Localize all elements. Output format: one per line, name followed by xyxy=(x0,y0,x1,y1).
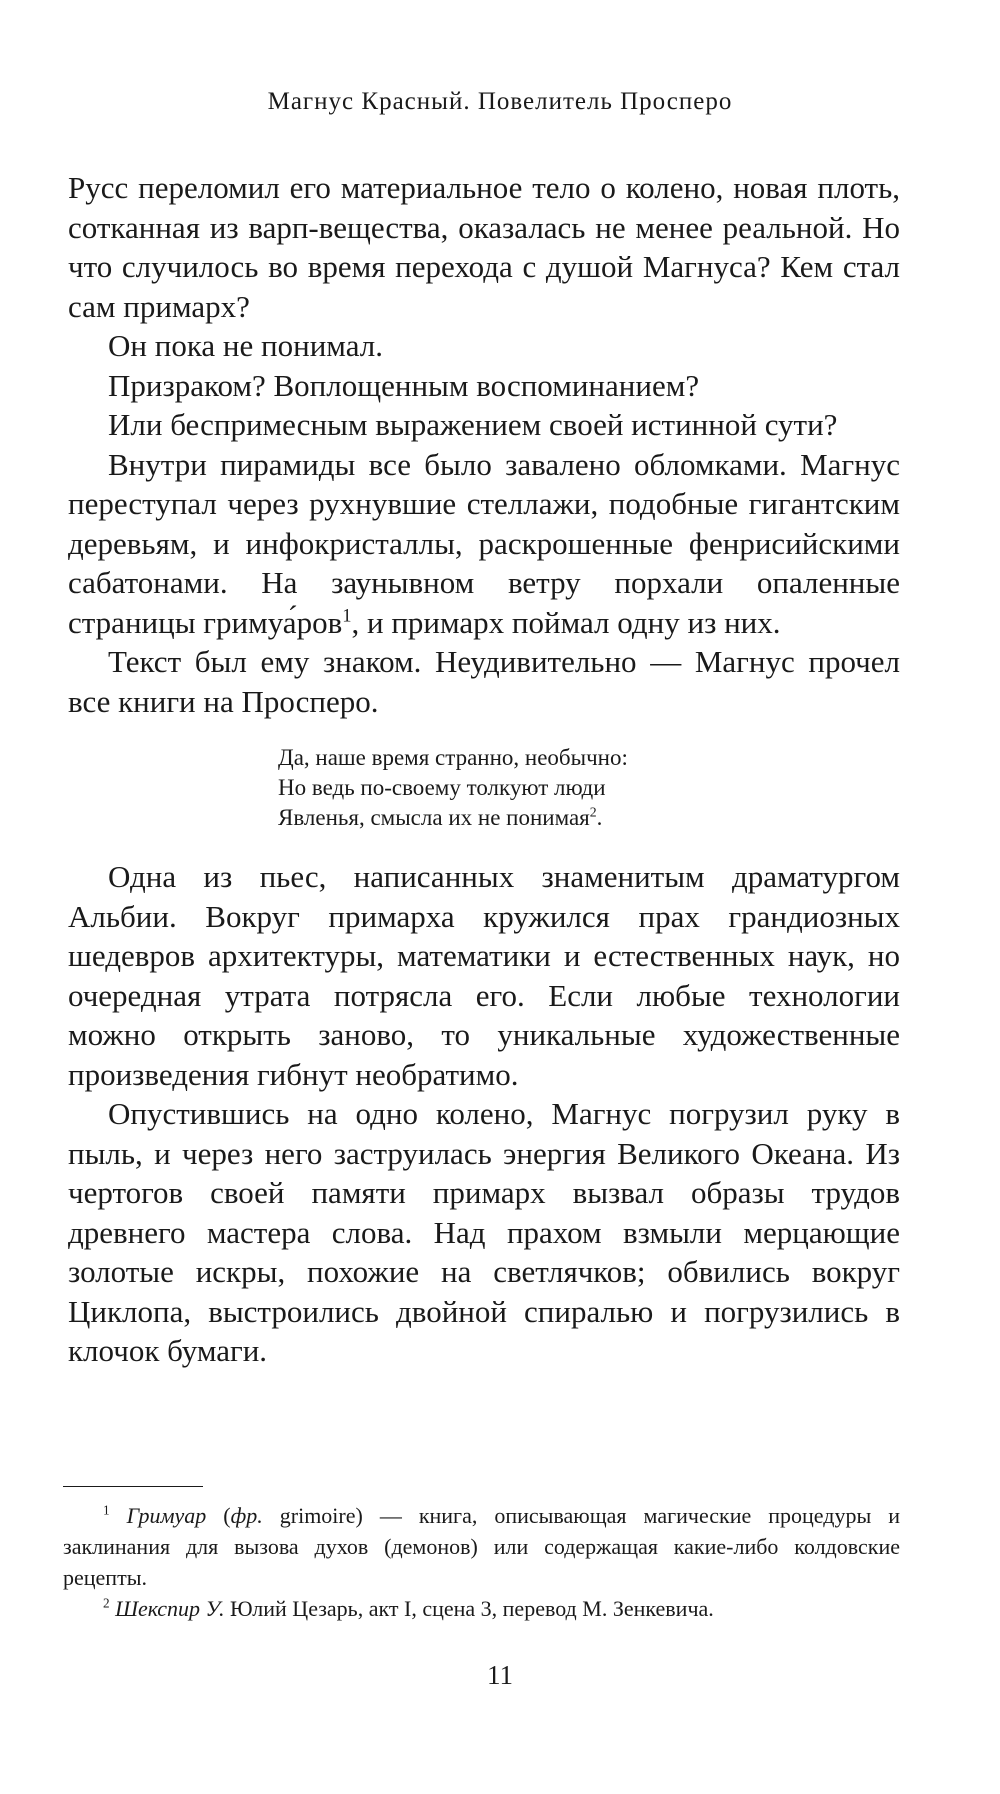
body-text xyxy=(68,168,900,1371)
paragraph: Или беспримесным выражением своей истинной сути? xyxy=(108,407,838,442)
footnote-text: grimoire) — книга, описывающая магические процедуры и заклинания для вызова духов (демонов) или содержащая какие-либо колдовские рецепты. xyxy=(63,1503,901,1590)
paragraph: Опустившись на одно колено, Магнус погрузил руку в пыль, и через него заструилась энергия Великого Океана. Из чертогов своей памяти примарх вызвал образы трудов древнего мастера слова. Над прахом взмыли мерцающие золотые искры, похожие на светлячков; обвились вокруг Циклопа, выстроились двойной спиралью и погрузились в клочок бумаги. xyxy=(68,1096,900,1368)
verse-line xyxy=(278,803,900,833)
paragraph: Одна из пьес, написанных знаменитым драматургом Альбии. Вокруг примарха кружился прах грандиозных шедевров архитектуры, математики и естественных наук, но очередная утрата потрясла его. Если любые технологии можно открыть заново, то уникальные художественные произведения гибнут необратимо. xyxy=(68,859,900,1092)
footnote-number: 2 xyxy=(103,1595,110,1611)
footnote-text: ( xyxy=(206,1503,231,1528)
paragraph: Русс переломил его материальное тело о колено, новая плоть, сотканная из варп-вещества, оказалась не менее реальной. Но что случилось во время перехода с душой Магнуса? Кем стал сам примарх? xyxy=(68,170,900,324)
footnote-term: Гримуар xyxy=(126,1503,207,1528)
verse-line-text: Явленья, смысла их не понимая xyxy=(278,805,590,830)
paragraph: Он пока не понимал. xyxy=(108,328,383,363)
footnote-lang: фр. xyxy=(230,1503,263,1528)
verse-quote xyxy=(278,743,900,833)
footnote-1 xyxy=(63,1500,900,1593)
paragraph-text: , и примарх поймал одну из них. xyxy=(351,604,781,640)
paragraph-text: Внутри пирамиды все было завалено обломками. Магнус переступал через рухнувшие стеллажи, подобные гигантским деревьям, и инфокристаллы, раскрошенные фенрисийскими сабатонами. На заунывном ветру порхали опаленные страницы гримуа́ров xyxy=(68,446,900,640)
footnote-2 xyxy=(63,1593,900,1624)
page-number: 11 xyxy=(487,1660,513,1690)
footnote-divider xyxy=(63,1486,203,1487)
verse-line: Да, наше время странно, необычно: xyxy=(278,745,628,770)
paragraph xyxy=(68,445,900,643)
footnote-ref[interactable]: 1 xyxy=(342,605,352,627)
footnote-text: Юлий Цезарь, акт I, сцена 3, перевод М. Зенкевича. xyxy=(224,1596,714,1621)
verse-line: Но ведь по-своему толкуют люди xyxy=(278,775,606,800)
running-header: Магнус Красный. Повелитель Просперо xyxy=(267,88,733,115)
footnote-ref[interactable]: 2 xyxy=(589,804,597,820)
footnote-number: 1 xyxy=(103,1502,110,1518)
paragraph: Текст был ему знаком. Неудивительно — Магнус прочел все книги на Просперо. xyxy=(68,644,900,719)
paragraph: Призраком? Воплощенным воспоминанием? xyxy=(108,367,700,403)
footnotes xyxy=(63,1500,900,1624)
footnote-author: Шекспир У. xyxy=(115,1596,225,1621)
verse-line-end: . xyxy=(596,805,603,830)
